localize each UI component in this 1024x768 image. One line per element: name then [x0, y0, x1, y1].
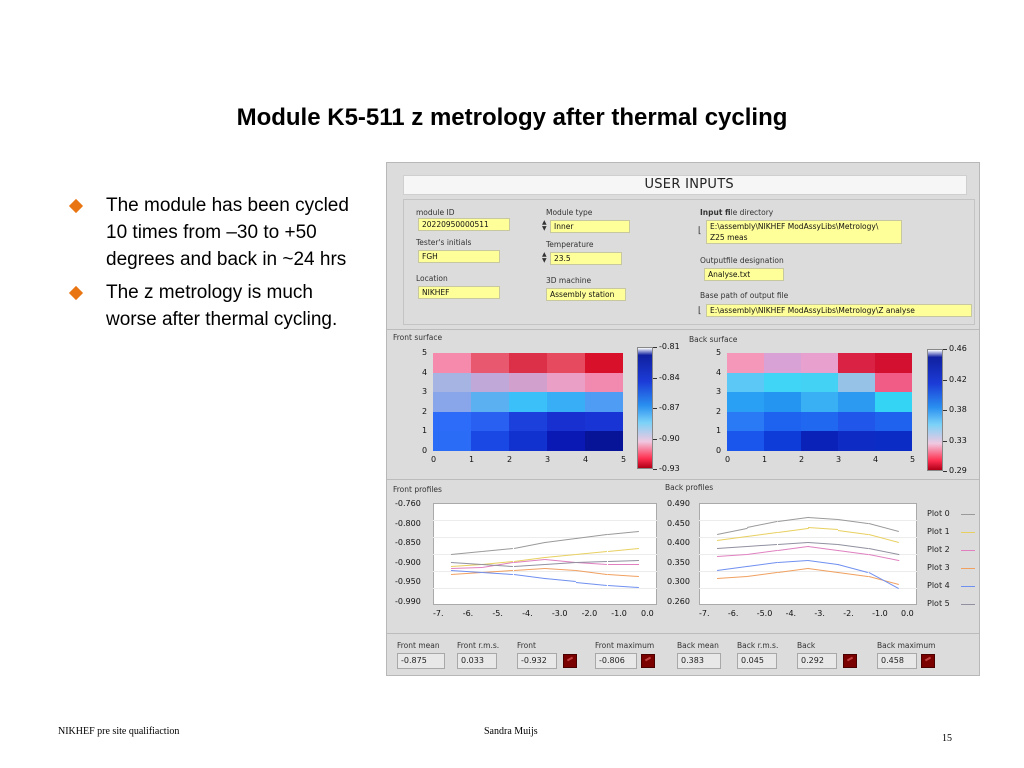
y-tick-label: -0.950 — [395, 577, 421, 587]
heatmap-cell — [727, 392, 764, 412]
heatmap-cell — [875, 353, 912, 373]
heatmap-cell — [838, 392, 875, 412]
scale-tick-label: 0.29 — [949, 466, 967, 475]
heatmap-cell — [509, 353, 547, 373]
y-tick-label: 4 — [422, 367, 428, 377]
scale-tick-mark — [943, 441, 947, 442]
diamond-bullet-icon — [69, 286, 83, 300]
x-tick-label: 4 — [873, 455, 879, 464]
bullet-item — [66, 279, 356, 333]
heatmap-cell — [471, 353, 509, 373]
color-scale-bar — [927, 349, 943, 471]
legend-item-plot-4 — [925, 577, 975, 595]
input-directory-line-2: Z25 meas — [710, 233, 748, 242]
location-label: Location — [416, 274, 448, 283]
y-tick-label: 0.450 — [667, 518, 690, 528]
front-mean-label: Front mean — [397, 641, 440, 650]
y-tick-label: 2 — [716, 406, 722, 416]
heatmap-cell — [764, 392, 801, 412]
y-tick-label: 2 — [422, 406, 428, 416]
heatmap-cell — [585, 353, 623, 373]
x-tick-label: 1 — [762, 455, 768, 464]
heatmap-cell — [764, 431, 801, 451]
diamond-bullet-icon — [69, 199, 83, 213]
x-tick-label: 0 — [431, 455, 437, 464]
heatmap-cell — [433, 431, 471, 451]
x-tick-label: 3 — [836, 455, 842, 464]
heatmap-cell — [585, 392, 623, 412]
y-tick-label: 1 — [716, 426, 722, 436]
scale-tick-label: -0.93 — [659, 464, 680, 473]
front-max-value: -0.806 — [595, 653, 637, 669]
heatmap-cell — [509, 431, 547, 451]
heatmap-cell — [801, 412, 838, 432]
x-tick-label: 0.0 — [641, 609, 654, 618]
heatmap-cell — [838, 373, 875, 393]
heatmap-cell — [509, 373, 547, 393]
folder-path-icon: ⌊ — [698, 306, 702, 316]
scale-tick-mark — [653, 408, 657, 409]
x-tick-label: 1 — [469, 455, 475, 464]
x-tick-label: -5.0 — [756, 609, 773, 618]
back-min-indicator-icon — [843, 654, 857, 668]
scale-tick-mark — [653, 347, 657, 348]
heatmap-cell — [509, 392, 547, 412]
series-line-segment — [608, 564, 639, 565]
legend-label: Plot 3 — [927, 563, 950, 572]
tester-initials-label: Tester's initials — [416, 238, 472, 247]
heatmap-cell — [875, 373, 912, 393]
x-tick-label: 2 — [799, 455, 805, 464]
x-tick-label: 3 — [545, 455, 551, 464]
legend-item-plot-1 — [925, 523, 975, 541]
3d-machine-field[interactable]: Assembly station — [546, 288, 626, 301]
bullet-text: The z metrology is much worse after thermal cycling. — [106, 282, 338, 330]
x-tick-label: -4. — [785, 609, 797, 618]
y-tick-label: 0.490 — [667, 499, 690, 508]
legend-label: Plot 1 — [927, 527, 950, 536]
folder-path-icon: ⌊ — [698, 226, 702, 236]
x-tick-label: -5. — [492, 609, 503, 618]
x-tick-label: -2. — [843, 609, 854, 618]
heatmap-cell — [471, 392, 509, 412]
input-directory-label-rest: le directory — [730, 208, 774, 217]
y-tick-label: 5 — [716, 348, 722, 357]
heatmap-cell — [764, 373, 801, 393]
legend-item-plot-5 — [925, 595, 975, 613]
grid-line — [699, 571, 917, 572]
grid-line — [699, 520, 917, 521]
heatmap-cell — [547, 353, 585, 373]
x-tick-label: -1.0 — [611, 609, 627, 618]
grid-line — [433, 588, 657, 589]
back-rms-label: Back r.m.s. — [737, 641, 779, 650]
x-tick-label: -7. — [699, 609, 710, 618]
user-inputs-box — [403, 199, 975, 325]
legend-item-plot-3 — [925, 559, 975, 577]
heatmap-cell — [585, 373, 623, 393]
front-min-value: -0.932 — [517, 653, 557, 669]
temperature-field[interactable]: 23.5 — [550, 252, 622, 265]
y-tick-label: 0 — [422, 446, 428, 455]
heatmap-cell — [433, 373, 471, 393]
heatmap-cell — [433, 353, 471, 373]
heatmap-cell — [764, 412, 801, 432]
heatmap-cell — [838, 431, 875, 451]
y-tick-label: -0.990 — [395, 597, 421, 606]
legend-swatch — [961, 568, 975, 569]
front-rms-label: Front r.m.s. — [457, 641, 500, 650]
x-tick-label: 4 — [583, 455, 589, 464]
user-inputs-header: USER INPUTS — [403, 175, 967, 195]
y-tick-label: 0.300 — [667, 577, 690, 587]
heatmap-cell — [433, 412, 471, 432]
scale-tick-label: 0.33 — [949, 435, 967, 445]
y-tick-label: -0.760 — [395, 499, 421, 508]
y-tick-label: 5 — [422, 348, 428, 357]
front-max-label: Front maximum — [595, 641, 655, 650]
heatmap-cell — [547, 412, 585, 432]
y-tick-label: 1 — [422, 426, 428, 436]
heatmap-cell — [801, 431, 838, 451]
x-tick-label: -2.0 — [581, 609, 598, 618]
x-tick-label: -7. — [433, 609, 444, 618]
bullet-item — [66, 192, 356, 273]
scale-tick-mark — [943, 410, 947, 411]
x-tick-label: 5 — [621, 455, 627, 464]
scale-tick-label: -0.90 — [659, 433, 680, 443]
front-min-indicator-icon — [563, 654, 577, 668]
back-max-value: 0.458 — [877, 653, 917, 669]
input-directory-label — [700, 208, 773, 217]
heatmap-cell — [547, 431, 585, 451]
heatmap-cell — [471, 412, 509, 432]
heatmap-cell — [764, 353, 801, 373]
back-profiles-label: Back profiles — [665, 483, 714, 492]
legend-label: Plot 2 — [927, 545, 950, 554]
front-profiles-label: Front profiles — [393, 485, 442, 494]
scale-tick-mark — [653, 469, 657, 470]
back-mean-value: 0.383 — [677, 653, 721, 669]
y-tick-label: 0.350 — [667, 557, 690, 567]
legend-item-plot-2 — [925, 541, 975, 559]
heatmap-cell — [547, 373, 585, 393]
input-directory-line-1: E:\assembly\NIKHEF ModAssyLibs\Metrology\ — [710, 222, 879, 231]
bullet-list — [66, 192, 356, 339]
heatmap-cell — [433, 392, 471, 412]
legend-label: Plot 5 — [927, 599, 950, 608]
page-number: 15 — [942, 733, 952, 744]
legend-swatch — [961, 586, 975, 587]
heatmap-cell — [801, 353, 838, 373]
scale-tick-mark — [943, 471, 947, 472]
y-tick-label: -0.800 — [395, 518, 421, 528]
front-min-label: Front — [517, 641, 536, 650]
section-divider — [387, 329, 980, 330]
grid-line — [433, 554, 657, 555]
heatmap-cell — [585, 412, 623, 432]
heatmap-cell — [875, 412, 912, 432]
module-id-field[interactable]: 20220950000511 — [418, 218, 510, 231]
back-min-label: Back — [797, 641, 816, 650]
footer-author: Sandra Muijs — [484, 726, 538, 737]
color-scale-bar — [637, 347, 653, 469]
heatmap-cell — [727, 431, 764, 451]
legend-swatch — [961, 604, 975, 605]
back-max-label: Back maximum — [877, 641, 936, 650]
module-id-label: module ID — [416, 208, 455, 217]
back-max-indicator-icon — [921, 654, 935, 668]
x-tick-label: 0 — [725, 455, 731, 464]
output-file-field[interactable]: Analyse.txt — [704, 268, 784, 281]
heatmap-cell — [471, 373, 509, 393]
front-max-indicator-icon — [641, 654, 655, 668]
x-tick-label: -1.0 — [872, 609, 888, 618]
scale-tick-label: 0.42 — [949, 374, 967, 384]
back-surface-label: Back surface — [689, 335, 738, 344]
base-path-label: Base path of output file — [700, 291, 789, 300]
location-field[interactable]: NIKHEF — [418, 286, 500, 299]
input-directory-label-bold: Input fi — [700, 208, 731, 217]
heatmap-cell — [509, 412, 547, 432]
footer-left: NIKHEF pre site qualifiaction — [58, 726, 180, 737]
back-mean-label: Back mean — [677, 641, 719, 650]
metrology-app-screenshot — [386, 162, 980, 676]
temperature-label: Temperature — [546, 240, 594, 249]
legend-swatch — [961, 514, 975, 515]
x-tick-label: -4. — [522, 609, 533, 618]
grid-line — [433, 537, 657, 538]
x-tick-label: -6. — [462, 609, 474, 618]
x-tick-label: -6. — [727, 609, 739, 618]
scale-tick-mark — [653, 378, 657, 379]
front-rms-value: 0.033 — [457, 653, 497, 669]
x-tick-label: 2 — [507, 455, 513, 464]
y-tick-label: -0.850 — [395, 538, 421, 548]
section-divider — [387, 633, 980, 634]
bullet-text: The module has been cycled 10 times from –30 to +50 degrees and back in ~24 hrs — [106, 195, 349, 270]
temperature-spinner-icon[interactable]: ▲ ▼ — [542, 251, 547, 264]
scale-tick-mark — [943, 349, 947, 350]
y-tick-label: 3 — [422, 387, 428, 397]
heatmap-cell — [801, 392, 838, 412]
x-tick-label: -3. — [814, 609, 825, 618]
heatmap-cell — [547, 392, 585, 412]
slide-title: Module K5-511 z metrology after thermal cycling — [236, 104, 788, 131]
y-tick-label: 0.400 — [667, 538, 690, 548]
grid-line — [699, 588, 917, 589]
scale-tick-mark — [943, 380, 947, 381]
y-tick-label: 0 — [716, 446, 722, 455]
y-tick-label: 0.260 — [667, 597, 690, 606]
heatmap-cell — [585, 431, 623, 451]
front-surface-label: Front surface — [393, 333, 443, 342]
y-tick-label: 3 — [716, 387, 722, 397]
module-type-field[interactable]: Inner — [550, 220, 630, 233]
x-tick-label: 5 — [910, 455, 916, 464]
heatmap-cell — [875, 392, 912, 412]
legend-swatch — [961, 550, 975, 551]
base-path-field[interactable]: E:\assembly\NIKHEF ModAssyLibs\Metrology\Z analyse — [706, 304, 972, 317]
back-rms-value: 0.045 — [737, 653, 777, 669]
legend-label: Plot 4 — [927, 581, 950, 590]
heatmap-cell — [838, 412, 875, 432]
heatmap-cell — [727, 412, 764, 432]
grid-line — [433, 520, 657, 521]
heatmap-cell — [471, 431, 509, 451]
heatmap-cell — [838, 353, 875, 373]
scale-tick-label: 0.38 — [949, 405, 967, 414]
back-min-value: 0.292 — [797, 653, 837, 669]
section-divider — [387, 479, 980, 480]
legend-item-plot-0 — [925, 505, 975, 523]
3d-machine-label: 3D machine — [546, 276, 592, 285]
front-mean-value: -0.875 — [397, 653, 445, 669]
module-type-spinner-icon[interactable]: ▲ ▼ — [542, 219, 547, 232]
y-tick-label: -0.900 — [395, 557, 421, 567]
output-file-label: Outputfile designation — [700, 256, 784, 265]
input-directory-field[interactable] — [706, 220, 902, 244]
scale-tick-label: -0.87 — [659, 403, 680, 412]
x-tick-label: 0.0 — [901, 609, 914, 618]
plot-legend — [925, 505, 975, 609]
heatmap-cell — [801, 373, 838, 393]
tester-initials-field[interactable]: FGH — [418, 250, 500, 263]
scale-tick-label: 0.46 — [949, 344, 967, 353]
x-tick-label: -3.0 — [551, 609, 568, 618]
scale-tick-mark — [653, 439, 657, 440]
module-type-label: Module type — [546, 208, 593, 217]
scale-tick-label: -0.84 — [659, 372, 680, 382]
legend-swatch — [961, 532, 975, 533]
scale-tick-label: -0.81 — [659, 342, 680, 351]
legend-label: Plot 0 — [927, 509, 950, 518]
heatmap-cell — [727, 373, 764, 393]
y-tick-label: 4 — [716, 367, 722, 377]
heatmap-cell — [875, 431, 912, 451]
heatmap-cell — [727, 353, 764, 373]
